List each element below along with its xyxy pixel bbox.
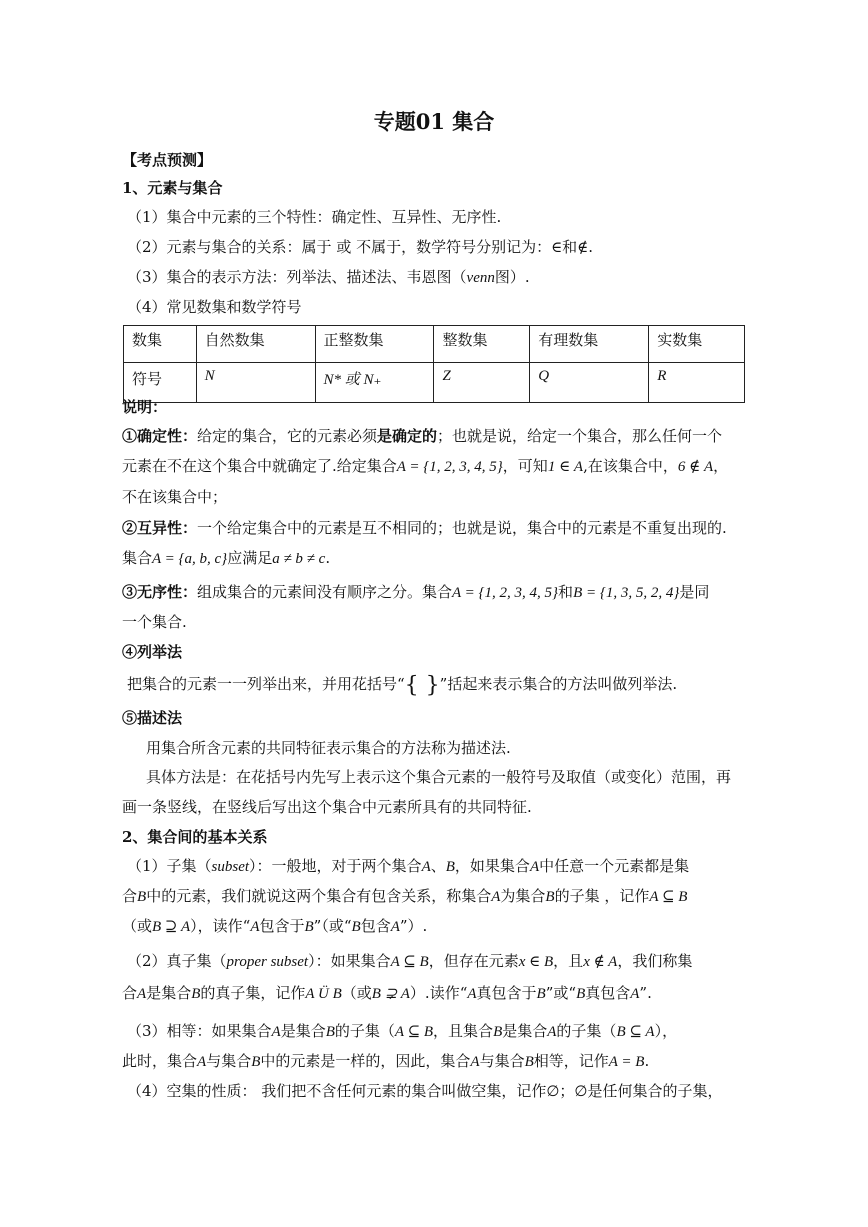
- table-cell: Z: [434, 363, 530, 403]
- para-three-properties: （1）集合中元素的三个特性：确定性、互异性、无序性.: [127, 208, 502, 226]
- heading-set-relations: 2、集合间的基本关系: [122, 828, 268, 846]
- para-empty-set: （4）空集的性质： 我们把不含任何元素的集合叫做空集，记作∅；∅是任何集合的子集，: [127, 1082, 723, 1100]
- para-proper-subset-line1: （2）真子集（proper subset）：如果集合A ⊆ B，但存在元素x ∈ B，且x ∉ A，我们称集: [127, 952, 693, 970]
- para-subset-line2: 合B中的元素，我们就说这两个集合有包含关系，称集合A为集合B的子集 ，记作A ⊆ B: [122, 887, 688, 905]
- note-enumeration: 把集合的元素一一列举出来，并用花括号“{ }”括起来表示集合的方法叫做列举法.: [127, 673, 678, 698]
- para-membership: （2）元素与集合的关系：属于 或 不属于，数学符号分别记为：∈和∉.: [127, 238, 594, 256]
- table-cell: 有理数集: [530, 326, 649, 363]
- table-row: [124, 326, 745, 363]
- note-description-head: ⑤描述法: [122, 709, 183, 727]
- table-cell: N* 或 N₊: [315, 363, 434, 403]
- para-subset-line3: （或B ⊇ A），读作“A包含于B”（或“B包含A”）.: [122, 917, 428, 935]
- para-proper-subset-line2: 合A是集合B的真子集，记作A Ü B（或B ⊋ A）.读作“A真包含于B”或“B真包含A”.: [122, 984, 652, 1002]
- table-cell: 实数集: [649, 326, 745, 363]
- note-distinctness: ②互异性：一个给定集合中的元素是互不相同的；也就是说，集合中的元素是不重复出现的.: [122, 519, 727, 537]
- para-equality-line2: 此时，集合A与集合B中的元素是一样的，因此，集合A与集合B相等，记作A = B.: [122, 1052, 650, 1070]
- page-title: 专题01 集合: [373, 109, 495, 134]
- note-label: 说明：: [122, 398, 168, 416]
- note-definiteness-line3: 不在该集合中；: [122, 488, 228, 506]
- table-cell: N: [196, 363, 315, 403]
- note-unordered-line2: 一个集合.: [122, 613, 187, 631]
- heading-elements-and-sets: 1、元素与集合: [122, 179, 223, 197]
- para-representation: （3）集合的表示方法：列举法、描述法、韦恩图（venn图）.: [127, 268, 530, 286]
- table-cell: Q: [530, 363, 649, 403]
- section-header: 【考点预测】: [122, 151, 213, 169]
- table-cell: 自然数集: [196, 326, 315, 363]
- table-cell: 正整数集: [315, 326, 434, 363]
- number-sets-table: [123, 325, 745, 403]
- note-description-p3: 画一条竖线，在竖线后写出这个集合中元素所具有的共同特征.: [122, 798, 532, 816]
- note-distinctness-line2: 集合A = {a, b, c}应满足a ≠ b ≠ c.: [122, 549, 331, 567]
- para-common-sets: （4）常见数集和数学符号: [127, 298, 302, 316]
- table-cell: 整数集: [434, 326, 530, 363]
- note-description-p2: 具体方法是：在花括号内先写上表示这个集合元素的一般符号及取值（或变化）范围，再: [146, 768, 732, 786]
- table-cell: 符号: [124, 363, 197, 403]
- table-cell: R: [649, 363, 745, 403]
- para-equality-line1: （3）相等：如果集合A是集合B的子集（A ⊆ B，且集合B是集合A的子集（B ⊆ A），: [127, 1022, 678, 1040]
- para-subset-line1: （1）子集（subset）：一般地，对于两个集合A、B，如果集合A中任意一个元素都是集: [127, 857, 690, 875]
- note-unordered: ③无序性：组成集合的元素间没有顺序之分。集合A = {1, 2, 3, 4, 5}和B = {1, 3, 5, 2, 4}是同: [122, 583, 710, 601]
- table-cell: 数集: [124, 326, 197, 363]
- note-definiteness: ①确定性：给定的集合，它的元素必须是确定的；也就是说，给定一个集合，那么任何一个: [122, 427, 723, 445]
- note-enumeration-head: ④列举法: [122, 643, 183, 661]
- note-definiteness-line2: 元素在不在这个集合中就确定了.给定集合A = {1, 2, 3, 4, 5}，可知1 ∈ A,在该集合中，6 ∉ A，: [122, 457, 729, 475]
- note-description-p1: 用集合所含元素的共同特征表示集合的方法称为描述法.: [146, 739, 511, 757]
